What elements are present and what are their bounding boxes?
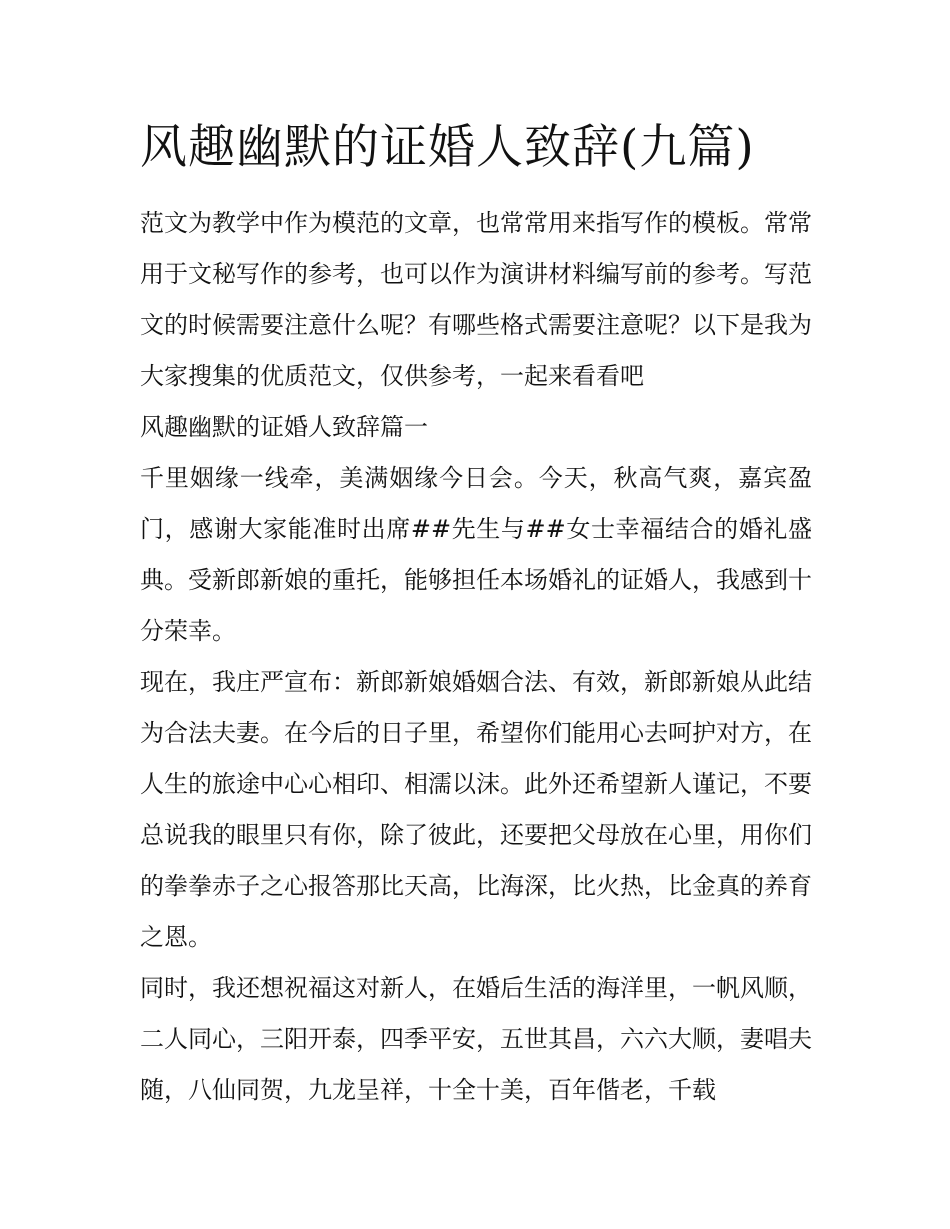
- document-title: 风趣幽默的证婚人致辞(九篇): [140, 120, 755, 175]
- section-heading: 风趣幽默的证婚人致辞篇一: [140, 413, 428, 441]
- body-paragraph: 千里姻缘一线牵，美满姻缘今日会。今天，秋高气爽，嘉宾盈门，感谢大家能准时出席##先生与##女士幸福结合的婚礼盛典。受新郎新娘的重托，能够担任本场婚礼的证婚人，我感到十分荣幸。: [140, 464, 812, 645]
- intro-paragraph: 范文为教学中作为模范的文章，也常常用来指写作的模板。常常用于文秘写作的参考，也可以作为演讲材料编写前的参考。写范文的时候需要注意什么呢？有哪些格式需要注意呢？以下是我为大家搜集的优质范文，仅供参考，一起来看看吧: [140, 209, 812, 390]
- document-body: [140, 198, 812, 1116]
- body-paragraph: 同时，我还想祝福这对新人，在婚后生活的海洋里，一帆风顺，二人同心，三阳开泰，四季平安，五世其昌，六六大顺，妻唱夫随，八仙同贺，九龙呈祥，十全十美，百年偕老，千载: [140, 974, 812, 1104]
- body-paragraph: 现在，我庄严宣布：新郎新娘婚姻合法、有效，新郎新娘从此结为合法夫妻。在今后的日子里，希望你们能用心去呵护对方，在人生的旅途中心心相印、相濡以沫。此外还希望新人谨记，不要总说我的眼里只有你，除了彼此，还要把父母放在心里，用你们的拳拳赤子之心报答那比天高，比海深，比火热，比金真的养育之恩。: [140, 668, 812, 951]
